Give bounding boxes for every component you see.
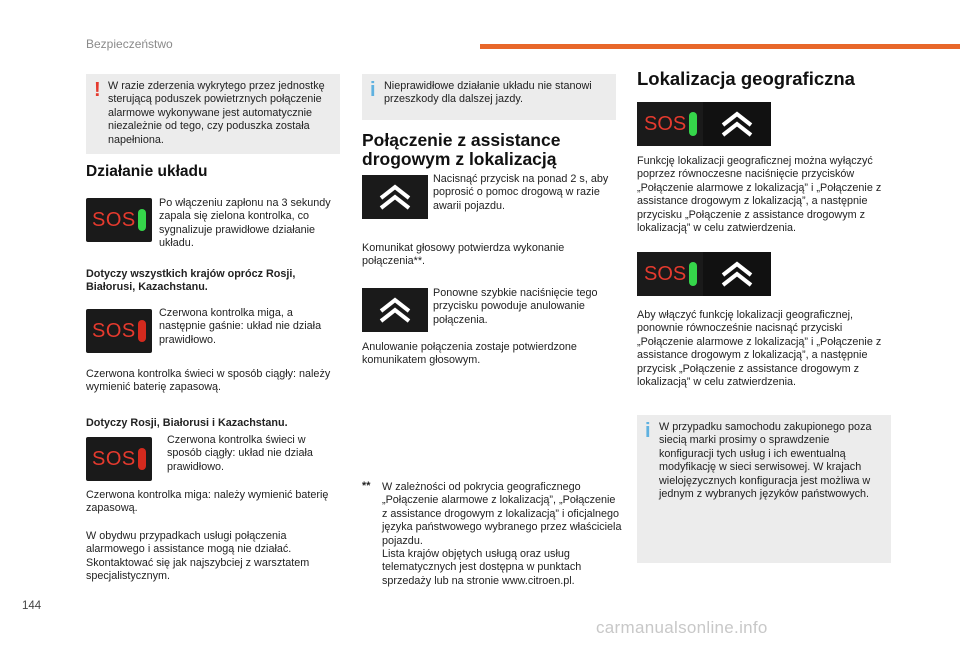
red-lamp-icon xyxy=(138,448,146,470)
assistance-button-icon xyxy=(362,175,428,219)
sos-assistance-combo-icon xyxy=(637,252,771,296)
voice-confirm-paragraph: Komunikat głosowy potwierdza wykonanie połączenia**. xyxy=(362,242,565,268)
sos-label: SOS xyxy=(92,208,136,231)
red-lamp-icon xyxy=(138,320,146,342)
green-lamp-icon xyxy=(138,209,146,231)
green-lamp-text: Po włączeniu zapłonu na 3 sekundy zapala się zielona kontrolka, co sygnalizuje prawidłowe działanie układu. xyxy=(159,197,331,250)
warning-note xyxy=(86,74,340,154)
service-unavailable-paragraph: W obydwu przypadkach usługi połączenia alarmowego i assistance mogą nie działać. Skontaktować się jak najszybciej z warsztatem specjalistycznym. xyxy=(86,530,310,583)
page-section-title: Bezpieczeństwo xyxy=(86,37,173,51)
footnote-text: W zależności od pokrycia geograficznego „Połączenie alarmowe z lokalizacją”, „Połączenie z assistance drogowym z lokalizacją” i oficjalnego języka państwowego wybranego przez właściciela pojazdu. Lista krajów objętych usługą oraz usług telematycznych jest dostępna w punktach sprzedaży lub na stronie www.citroen.pl. xyxy=(382,481,622,587)
green-lamp-icon xyxy=(689,112,697,136)
sos-assistance-combo-icon xyxy=(637,102,771,146)
green-lamp-icon xyxy=(689,262,697,286)
assistance-button-icon xyxy=(362,288,428,332)
cancel-confirm-paragraph: Anulowanie połączenia zostaje potwierdzone komunikatem głosowym. xyxy=(362,341,577,367)
sos-label: SOS xyxy=(644,112,687,135)
footnote-marker: ** xyxy=(362,480,371,492)
sos-red-steady-indicator xyxy=(86,437,152,481)
red-blink-text: Czerwona kontrolka miga, a następnie gaśnie: układ nie działa prawidłowo. xyxy=(159,307,322,346)
press-button-text: Nacisnąć przycisk na ponad 2 s, aby poprosić o pomoc drogową w razie awarii pojazdu. xyxy=(433,173,609,212)
section-title-lokalizacja: Lokalizacja geograficzna xyxy=(637,68,855,89)
info-note-text: W przypadku samochodu zakupionego poza siecią marki prosimy o sprawdzenie konfiguracji tych usług i ich ewentualną modyfikację w sieci serwisowej. W krajach wielojęzycznych konfiguracja jest możliwa w jednym z wybranych języków państwowych. xyxy=(659,421,872,501)
header-accent-bar xyxy=(480,44,960,49)
enable-geo-paragraph: Aby włączyć funkcję lokalizacji geograficznej, ponownie równocześnie nacisnąć przyciski „Połączenie alarmowe z lokalizacją” i „Połączenie z assistance drogowym z lokalizacją”, a następnie przycisk „Połączenie z assistance drogowym z lokalizacją” w celu zatwierdzenia. xyxy=(637,309,882,389)
sos-label: SOS xyxy=(92,447,136,470)
sos-label: SOS xyxy=(644,262,687,285)
info-note-malfunction xyxy=(362,74,616,120)
subheading-other-countries: Dotyczy wszystkich krajów oprócz Rosji, Białorusi, Kazachstanu. xyxy=(86,268,296,294)
section-title-dzialanie: Działanie układu xyxy=(86,163,208,180)
sos-label: SOS xyxy=(92,319,136,342)
warning-icon: ! xyxy=(94,79,101,101)
watermark-link[interactable]: carmanualsonline.info xyxy=(596,618,768,637)
disable-geo-paragraph: Funkcję lokalizacji geograficznej można wyłączyć poprzez równoczesne naciśnięcie przycisków „Połączenie alarmowe z lokalizacją” i „Połączenie z assistance drogowym z lokalizacją”, a następnie przycisku „Połączenie z assistance drogowym z lokalizacją” w celu zatwierdzenia. xyxy=(637,155,882,235)
warning-note-text: W razie zderzenia wykrytego przez jednostkę sterującą poduszek powietrznych połączenie alarmowe wykonywane jest automatycznie niezależnie od tego, czy poduszka została napełniona. xyxy=(108,80,325,146)
section-title-assistance: Połączenie z assistance drogowym z lokalizacją xyxy=(362,130,561,169)
double-chevron-icon xyxy=(378,182,412,212)
info-icon: i xyxy=(370,79,376,101)
assistance-button-icon xyxy=(703,252,771,296)
info-note-text: Nieprawidłowe działanie układu nie stanowi przeszkody dla dalszej jazdy. xyxy=(384,80,592,106)
cancel-call-text: Ponowne szybkie naciśnięcie tego przycisku powoduje anulowanie połączenia. xyxy=(433,287,598,326)
red-steady-text: Czerwona kontrolka świeci w sposób ciągły: układ nie działa prawidłowo. xyxy=(167,434,313,473)
sos-button-icon xyxy=(637,102,703,146)
double-chevron-icon xyxy=(378,295,412,325)
red-steady-paragraph: Czerwona kontrolka świeci w sposób ciągły: należy wymienić baterię zapasową. xyxy=(86,368,331,394)
red-blink-paragraph: Czerwona kontrolka miga: należy wymienić baterię zapasową. xyxy=(86,489,329,515)
sos-red-blink-indicator xyxy=(86,309,152,353)
double-chevron-icon xyxy=(720,259,754,289)
page-number: 144 xyxy=(22,600,42,612)
info-note-configuration xyxy=(637,415,891,563)
double-chevron-icon xyxy=(720,109,754,139)
subheading-rus-blr-kaz: Dotyczy Rosji, Białorusi i Kazachstanu. xyxy=(86,417,288,429)
sos-button-icon xyxy=(637,252,703,296)
info-icon: i xyxy=(645,420,651,442)
sos-green-indicator xyxy=(86,198,152,242)
assistance-button-icon xyxy=(703,102,771,146)
